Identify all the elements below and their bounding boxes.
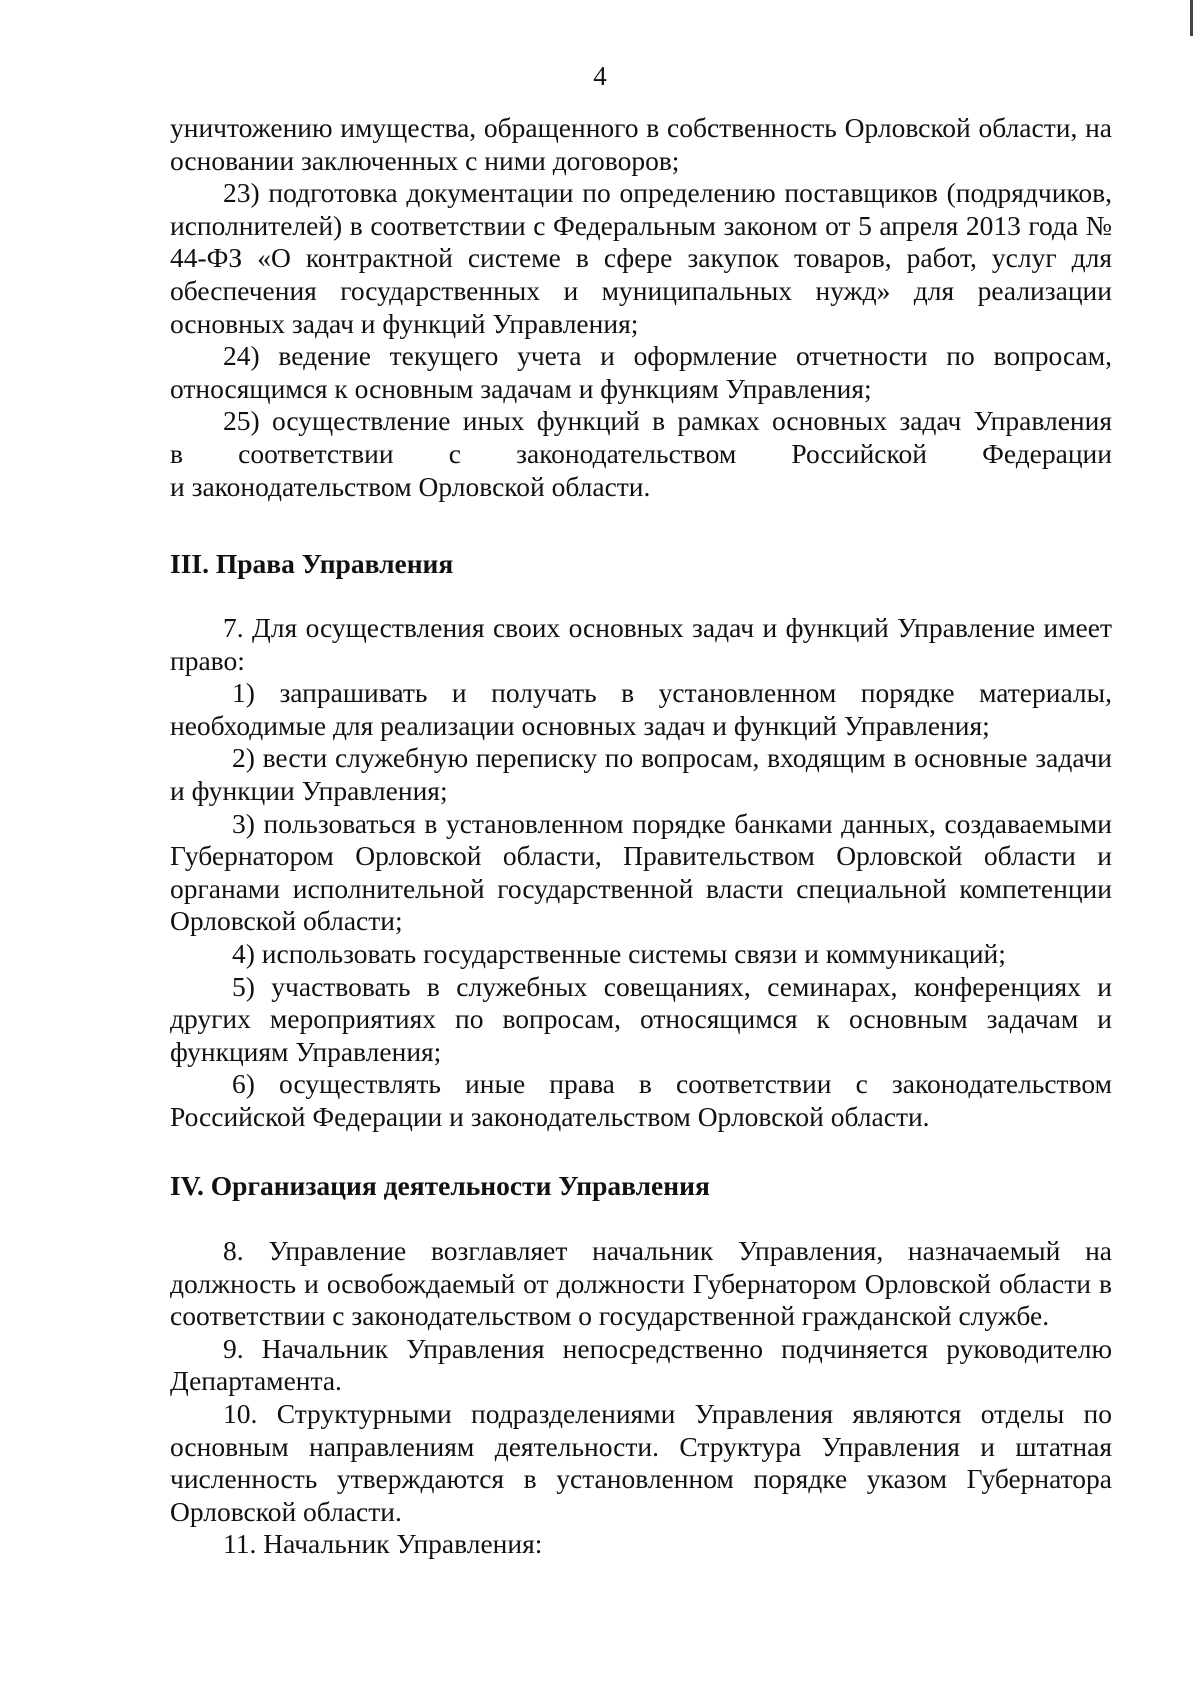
- section-4-heading: IV. Организация деятельности Управления: [170, 1170, 710, 1201]
- paragraph-8: 8. Управление возглавляет начальник Управления, назначаемый на должность и освобождаемый от должности Губернатором Орловской области в соответствии с законодательством о государственной гражданской службе.: [170, 1235, 1112, 1332]
- paragraph-11: 11. Начальник Управления:: [223, 1528, 543, 1560]
- paragraph-continuation: уничтожению имущества, обращенного в собственность Орловской области, на основании заключенных с ними договоров;: [170, 112, 1112, 176]
- right-item-6: 6) осуществлять иные права в соответствии с законодательством Российской Федерации и законодательством Орловской области.: [170, 1068, 1112, 1132]
- paragraph-9: 9. Начальник Управления непосредственно подчиняется руководителю Департамента.: [170, 1332, 1112, 1397]
- section-4-body: [170, 1235, 1112, 1561]
- paragraph-25-line-2: в соответствии с законодательством Российской Федерации: [170, 437, 1112, 469]
- section-3-body: [170, 612, 1112, 1134]
- section-2-continuation: [170, 112, 1112, 503]
- right-item-5: 5) участвовать в служебных совещаниях, семинарах, конференциях и других мероприятиях по вопросам, относящимся к основным задачам и функциям Управления;: [170, 970, 1112, 1067]
- right-item-4: 4) использовать государственные системы связи и коммуникаций;: [232, 937, 1006, 969]
- paragraph-7: 7. Для осуществления своих основных задач и функций Управление имеет право:: [170, 612, 1112, 676]
- page-number: 4: [593, 61, 607, 91]
- paragraph-10: 10. Структурными подразделениями Управления являются отделы по основным направлениям деятельности. Структура Управления и штатная численность утверждаются в установленном порядке указом Губернатора Орловской области.: [170, 1397, 1112, 1527]
- scan-edge-mark: [1190, 0, 1193, 36]
- right-item-1: 1) запрашивать и получать в установленном порядке материалы, необходимые для реализации основных задач и функций Управления;: [170, 677, 1112, 741]
- paragraph-24: 24) ведение текущего учета и оформление отчетности по вопросам, относящимся к основным задачам и функциям Управления;: [170, 340, 1112, 404]
- paragraph-23: 23) подготовка документации по определению поставщиков (подрядчиков, исполнителей) в соответствии с Федеральным законом от 5 апреля 2013 года № 44-ФЗ «О контрактной системе в сфере закупок товаров, работ, услуг для обеспечения государственных и муниципальных нужд» для реализации основных задач и функций Управления;: [170, 177, 1112, 339]
- right-item-3: 3) пользоваться в установленном порядке банками данных, создаваемыми Губернатором Орловской области, Правительством Орловской области и органами исполнительной государственной власти специальной компетенции Орловской области;: [170, 807, 1112, 937]
- section-3-heading: III. Права Управления: [170, 548, 454, 579]
- paragraph-25-line-3: и законодательством Орловской области.: [170, 470, 651, 502]
- right-item-2: 2) вести служебную переписку по вопросам, входящим в основные задачи и функции Управления;: [170, 742, 1112, 806]
- paragraph-25-line-1: 25) осуществление иных функций в рамках основных задач Управления: [223, 405, 1112, 437]
